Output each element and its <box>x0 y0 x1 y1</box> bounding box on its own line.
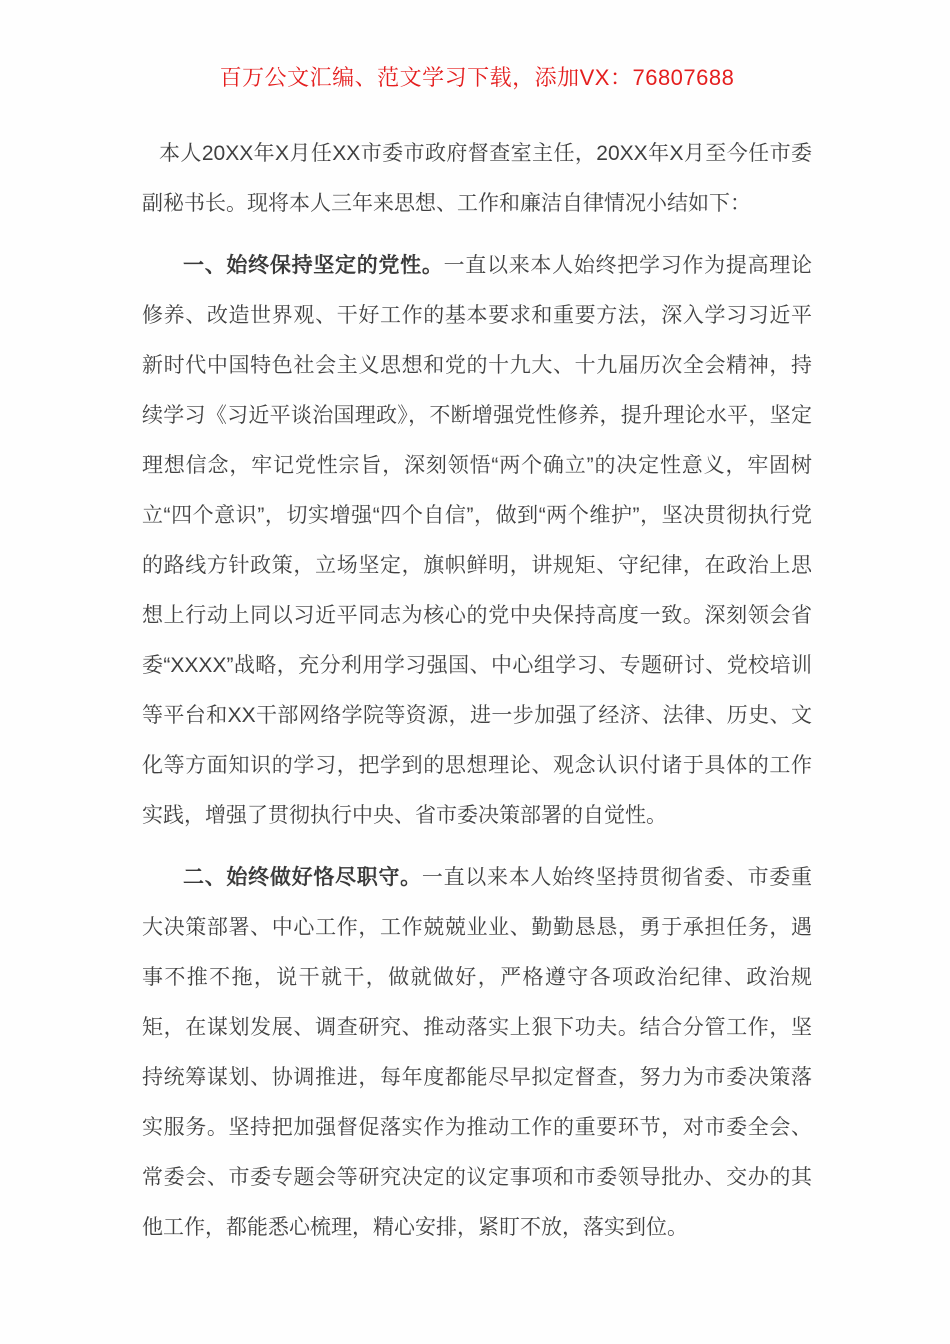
paragraph-section-1 <box>142 241 812 841</box>
section-2-text: 一直以来本人始终坚持贯彻省委、市委重大决策部署、中心工作，工作兢兢业业、勤勤恳恳，勇于承担任务，遇事不推不拖，说干就干，做就做好，严格遵守各项政治纪律、政治规矩，在谋划发展、调查研究、推动落实上狠下功夫。结合分管工作，坚持统筹谋划、协调推进，每年度都能尽早拟定督查，努力为市委决策落实服务。坚持把加强督促落实作为推动工作的重要环节，对市委全会、常委会、市委专题会等研究决定的议定事项和市委领导批办、交办的其他工作，都能悉心梳理，精心安排，紧盯不放，落实到位。 <box>142 866 813 1239</box>
section-2-heading: 二、始终做好恪尽职守。 <box>183 866 422 889</box>
promo-header-text: 百万公文汇编、范文学习下载，添加VX：76807688 <box>219 65 735 90</box>
section-1-text: 一直以来本人始终把学习作为提高理论修养、改造世界观、干好工作的基本要求和重要方法，深入学习习近平新时代中国特色社会主义思想和党的十九大、十九届历次全会精神，持续学习《习近平谈治国理政》，不断增强党性修养，提升理论水平，坚定理想信念，牢记党性宗旨，深刻领悟“两个确立”的决定性意义，牢固树立“四个意识”，切实增强“四个自信”，做到“两个维护”，坚决贯彻执行党的路线方针政策，立场坚定，旗帜鲜明，讲规矩、守纪律，在政治上思想上行动上同以习近平同志为核心的党中央保持高度一致。深刻领会省委“XXXX”战略，充分利用学习强国、中心组学习、专题研讨、党校培训等平台和XX干部网络学院等资源，进一步加强了经济、法律、历史、文化等方面知识的学习，把学到的思想理论、观念认识付诸于具体的工作实践，增强了贯彻执行中央、省市委决策部署的自觉性。 <box>142 254 813 827</box>
paragraph-intro <box>142 129 812 229</box>
paragraph-section-2 <box>142 853 812 1253</box>
promo-header <box>142 64 812 92</box>
section-1-heading: 一、始终保持坚定的党性。 <box>183 254 444 277</box>
paragraph-intro-text: 本人20XX年X月任XX市委市政府督查室主任，20XX年X月至今任市委副秘书长。现将本人三年来思想、工作和廉洁自律情况小结如下： <box>142 142 812 215</box>
